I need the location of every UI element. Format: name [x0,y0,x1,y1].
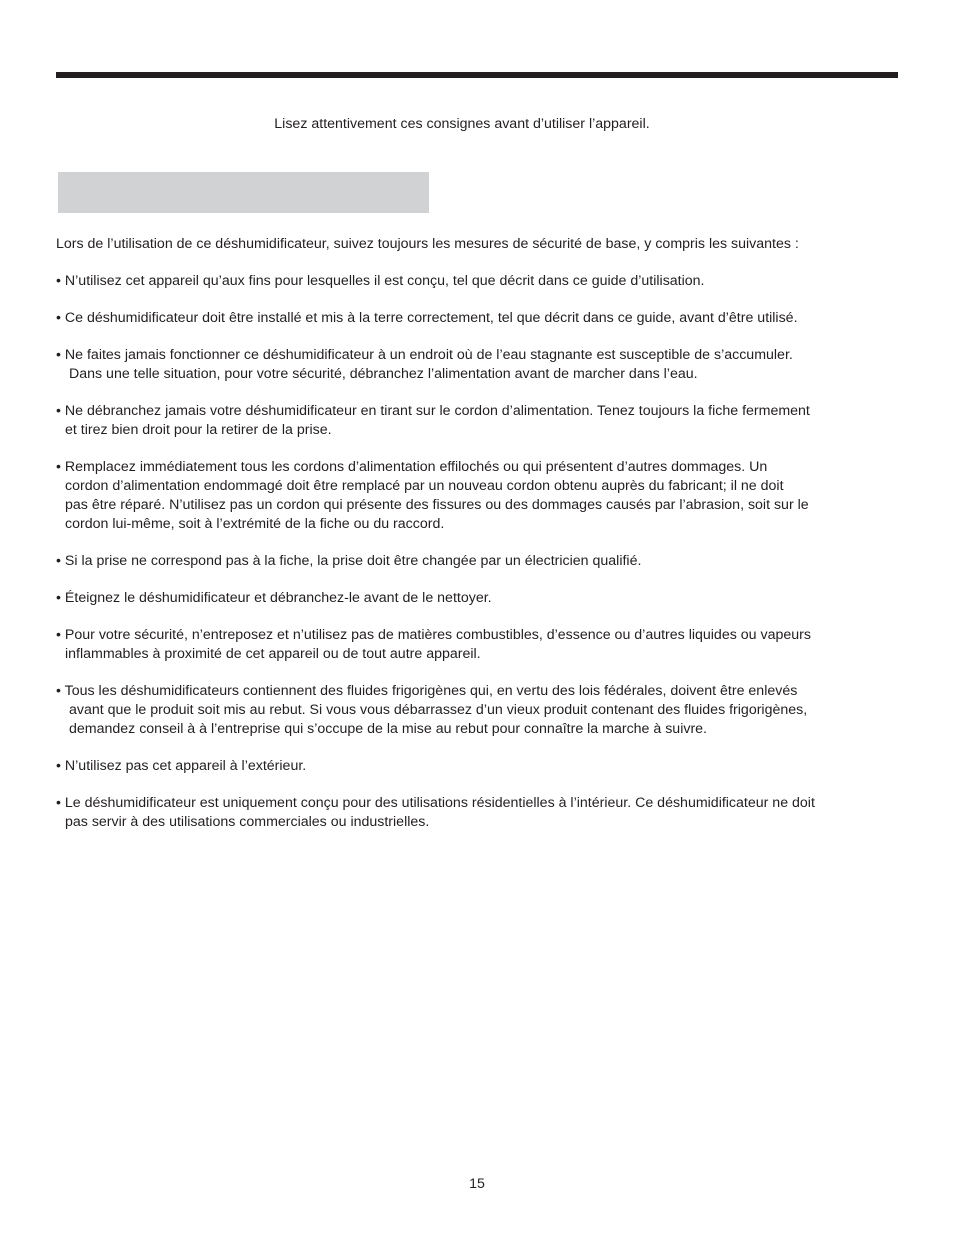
item-line: • Si la prise ne correspond pas à la fiche, la prise doit être changée par un électricien qualifié. [56,553,642,569]
item-line: • Le déshumidificateur est uniquement conçu pour des utilisations résidentielles à l’intérieur. Ce déshumidificateur ne doit [56,795,815,811]
list-item [56,402,906,440]
lead-paragraph: Lors de l’utilisation de ce déshumidificateur, suivez toujours les mesures de sécurité de base, y compris les suivantes : [56,236,799,252]
item-line: inflammables à proximité de cet appareil ou de tout autre appareil. [65,646,481,662]
item-line: avant que le produit soit mis au rebut. Si vous vous débarrassez d’un vieux produit contenant des fluides frigorigènes, [69,702,808,718]
item-line: • N’utilisez cet appareil qu’aux fins pour lesquelles il est conçu, tel que décrit dans ce guide d’utilisation. [56,273,705,289]
item-line: • Pour votre sécurité, n’entreposez et n’utilisez pas de matières combustibles, d’essence ou d’autres liquides ou vapeurs [56,627,811,643]
item-line: • Éteignez le déshumidificateur et débranchez-le avant de le nettoyer. [56,590,492,606]
list-item [56,346,906,384]
list-item [56,458,906,534]
list-item [56,272,906,291]
item-line: demandez conseil à à l’entreprise qui s’occupe de la mise au rebut pour connaître la marche à suivre. [69,721,708,737]
item-line: cordon lui-même, soit à l’extrémité de la fiche ou du raccord. [65,516,445,532]
item-line: • Ne faites jamais fonctionner ce déshumidificateur à un endroit où de l’eau stagnante est susceptible de s’accumuler. [56,347,793,363]
list-item [56,552,906,571]
item-line: et tirez bien droit pour la retirer de la prise. [65,422,332,438]
list-item [56,682,906,739]
item-line: Dans une telle situation, pour votre sécurité, débranchez l’alimentation avant de marcher dans l’eau. [69,366,698,382]
item-line: • Remplacez immédiatement tous les cordons d’alimentation effilochés ou qui présentent d’autres dommages. Un [56,459,768,475]
safety-instructions [56,235,906,850]
intro-text: Lisez attentivement ces consignes avant d’utiliser l’appareil. [274,116,650,132]
item-line: • N’utilisez pas cet appareil à l’extérieur. [56,758,307,774]
list-item [56,589,906,608]
list-item [56,626,906,664]
item-line: • Ne débranchez jamais votre déshumidificateur en tirant sur le cordon d’alimentation. Tenez toujours la fiche fermement [56,403,810,419]
item-line: pas servir à des utilisations commerciales ou industrielles. [65,814,430,830]
section-heading-band [58,172,429,213]
list-item [56,757,906,776]
list-item [56,309,906,328]
item-line: • Ce déshumidificateur doit être installé et mis à la terre correctement, tel que décrit dans ce guide, avant d’être utilisé. [56,310,798,326]
page-number: 15 [469,1176,485,1192]
top-rule [56,72,898,78]
list-item [56,794,906,832]
item-line: • Tous les déshumidificateurs contiennent des fluides frigorigènes qui, en vertu des lois fédérales, doivent être enlevés [56,683,798,699]
item-line: pas être réparé. N’utilisez pas un cordon qui présente des fissures ou des dommages causés par l’abrasion, soit sur le [65,497,809,513]
item-line: cordon d’alimentation endommagé doit être remplacé par un nouveau cordon obtenu auprès du fabricant; il ne doit [65,478,784,494]
